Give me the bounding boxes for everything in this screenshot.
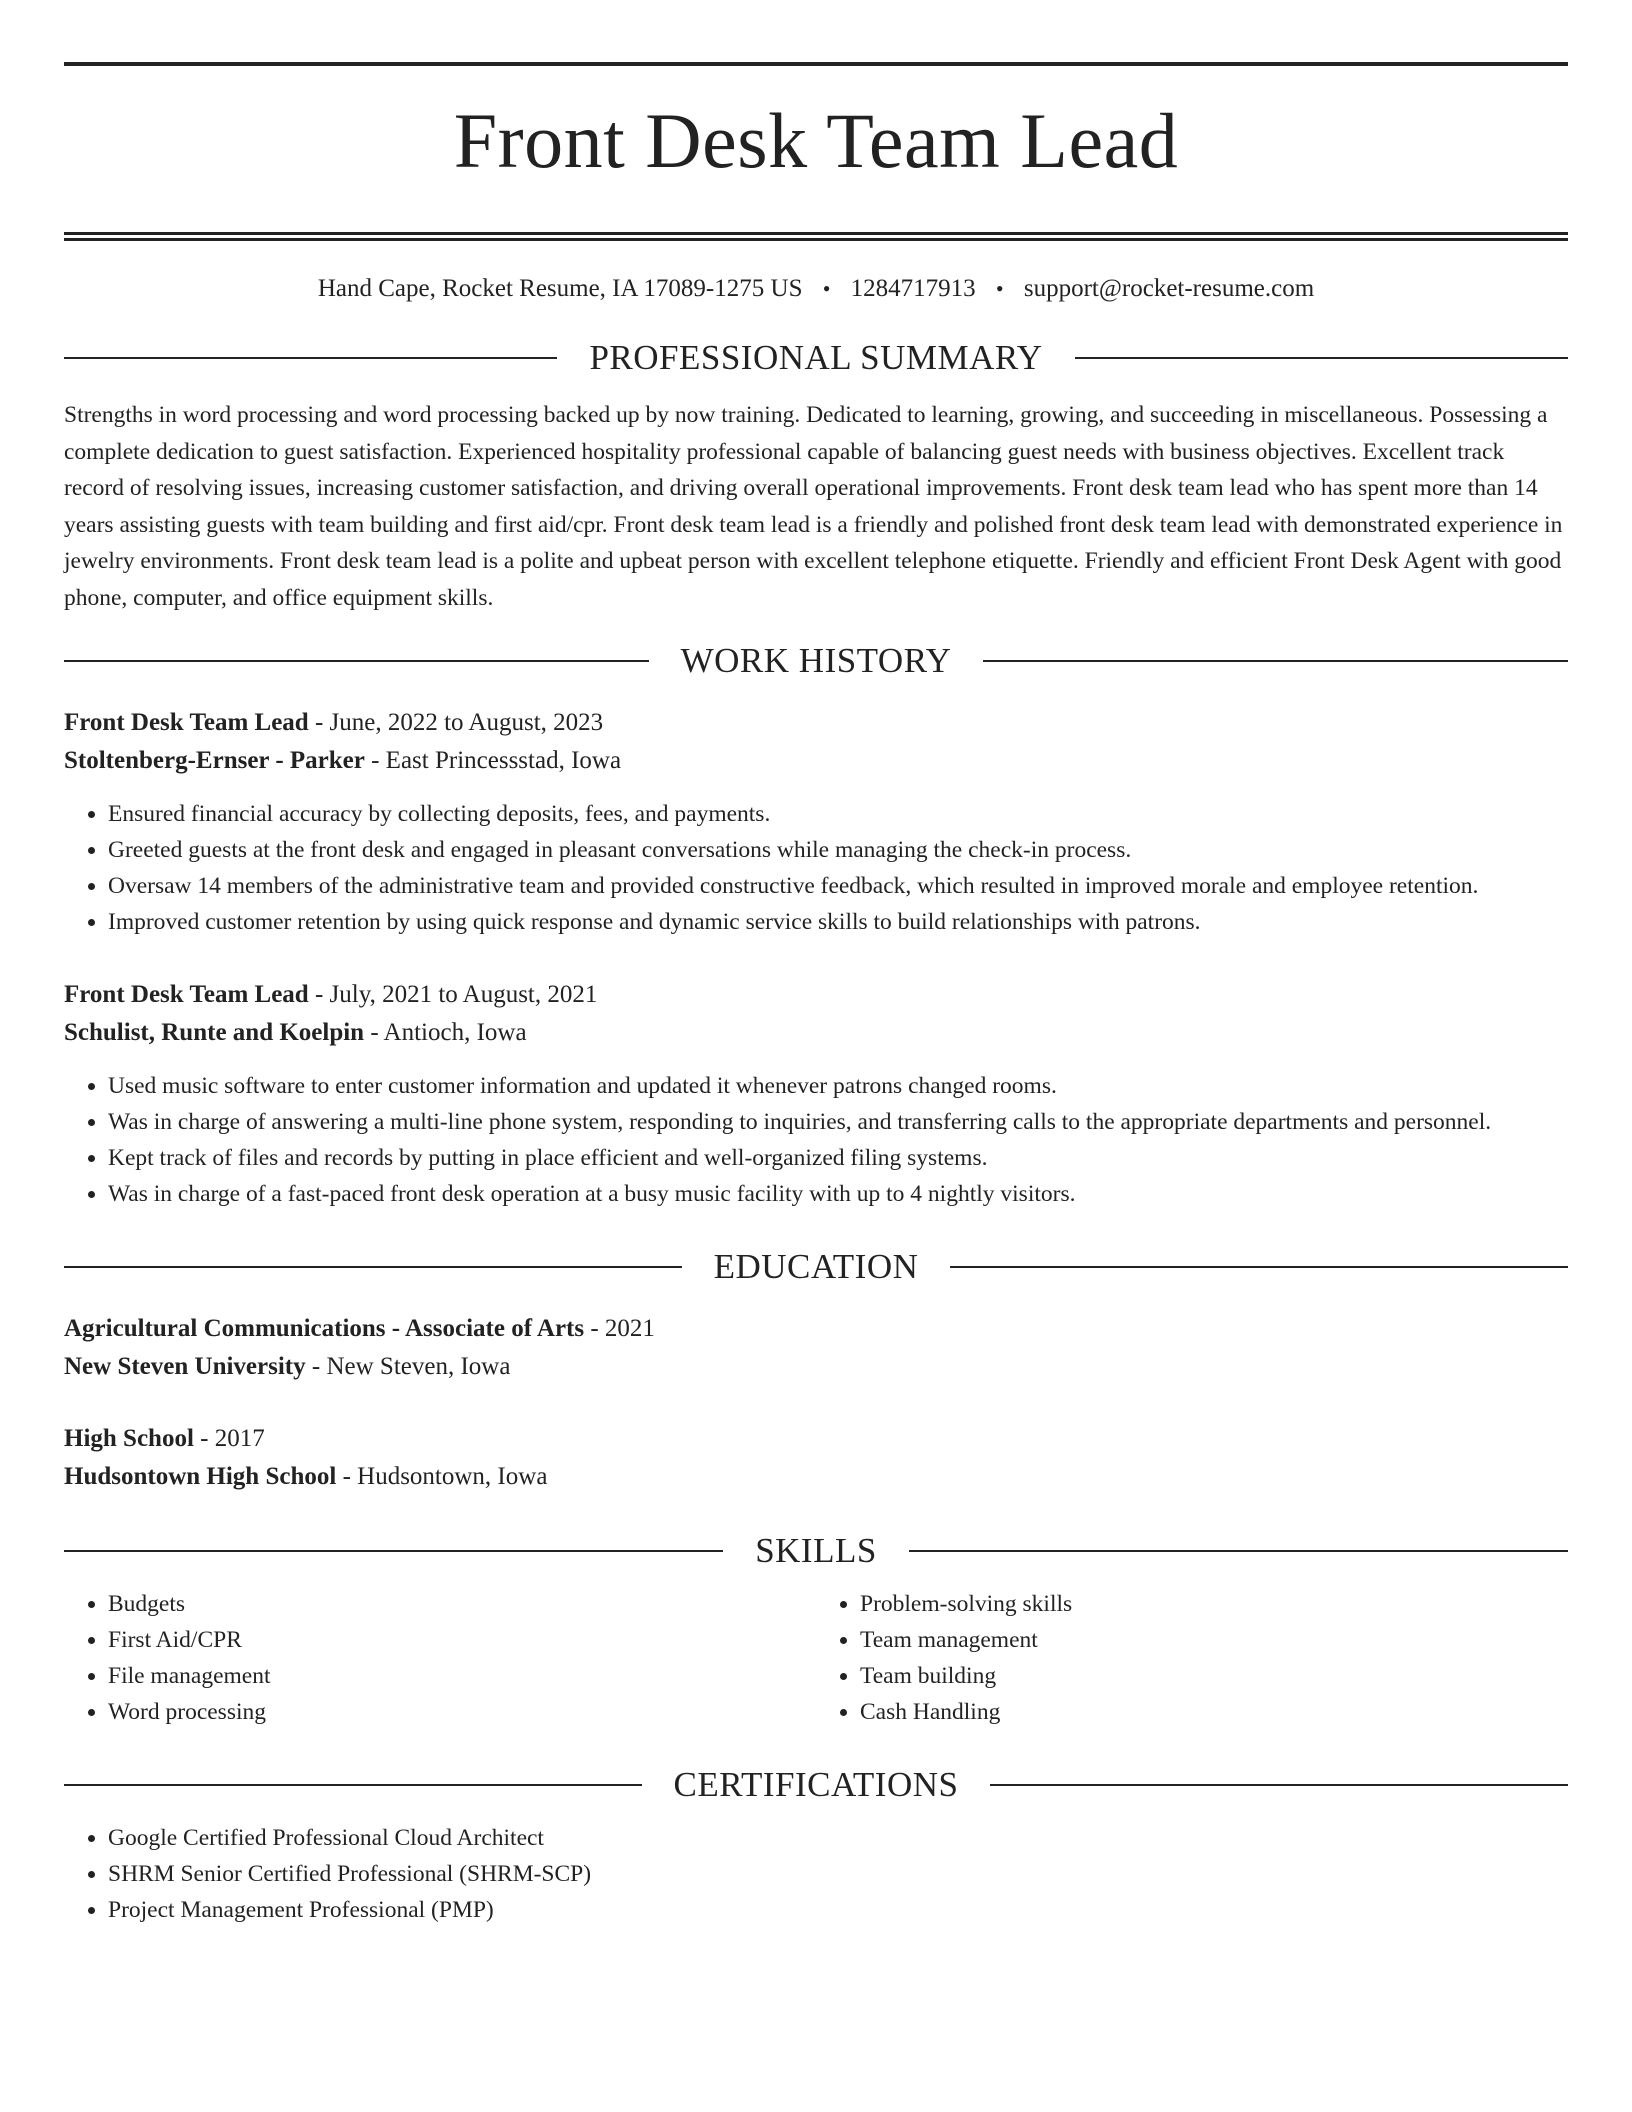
job-location: - Antioch, Iowa <box>364 1018 527 1046</box>
skill-item: • Team management <box>860 1622 1568 1658</box>
section-heading-summary <box>64 337 1568 379</box>
job-bullet: • Was in charge of answering a multi-line phone system, responding to inquiries, and transferring calls to the appropriate departments and personnel. <box>108 1104 1568 1140</box>
contact-line <box>64 275 1568 303</box>
heading-rule-right <box>983 660 1568 662</box>
job-dates: - July, 2021 to August, 2021 <box>308 980 598 1008</box>
job-title-line <box>64 704 1568 742</box>
certification-item: • SHRM Senior Certified Professional (SHRM-SCP) <box>108 1856 1568 1892</box>
title-double-rule <box>64 232 1568 241</box>
degree: High School <box>64 1424 194 1452</box>
job-bullet: • Kept track of files and records by putting in place efficient and well-organized filing systems. <box>108 1140 1568 1176</box>
heading-rule-right <box>909 1550 1568 1552</box>
certification-item: • Project Management Professional (PMP) <box>108 1892 1568 1928</box>
job-bullets <box>64 1068 1568 1212</box>
school-location: - New Steven, Iowa <box>305 1352 511 1380</box>
job-bullet: • Used music software to enter customer information and updated it whenever patrons changed rooms. <box>108 1068 1568 1104</box>
heading-rule-left <box>64 357 557 359</box>
skill-item: • Word processing <box>108 1694 816 1730</box>
degree: Agricultural Communications - Associate of Arts <box>64 1314 585 1342</box>
certifications-list <box>64 1820 1568 1928</box>
job-bullets <box>64 796 1568 940</box>
skill-item: • First Aid/CPR <box>108 1622 816 1658</box>
heading-rule-left <box>64 660 649 662</box>
school-line <box>64 1348 1568 1386</box>
school-line <box>64 1458 1568 1496</box>
job-company-line <box>64 1014 1568 1052</box>
job-title: Front Desk Team Lead <box>64 708 309 736</box>
section-heading-education <box>64 1246 1568 1288</box>
section-heading-work <box>64 640 1568 682</box>
contact-address: Hand Cape, Rocket Resume, IA 17089-1275 US <box>317 275 803 303</box>
degree-line <box>64 1310 1568 1348</box>
section-heading-skills <box>64 1530 1568 1572</box>
section-title: WORK HISTORY <box>680 640 952 680</box>
skill-item: • Cash Handling <box>860 1694 1568 1730</box>
school-location: - Hudsontown, Iowa <box>336 1462 548 1490</box>
heading-rule-right <box>1075 357 1568 359</box>
top-rule <box>64 62 1568 66</box>
contact-separator: • <box>822 276 831 302</box>
contact-email: support@rocket-resume.com <box>1023 275 1315 303</box>
certification-item: • Google Certified Professional Cloud Architect <box>108 1820 1568 1856</box>
resume-page <box>64 62 1568 1928</box>
job-company-line <box>64 742 1568 780</box>
school: New Steven University <box>64 1352 306 1380</box>
skill-item: • File management <box>108 1658 816 1694</box>
section-title: EDUCATION <box>713 1246 919 1286</box>
heading-rule-left <box>64 1550 723 1552</box>
skill-item: • Problem-solving skills <box>860 1586 1568 1622</box>
skill-item: • Budgets <box>108 1586 816 1622</box>
section-title: PROFESSIONAL SUMMARY <box>589 338 1043 378</box>
resume-title: Front Desk Team Lead <box>453 97 1179 184</box>
job-title: Front Desk Team Lead <box>64 980 309 1008</box>
education-entry <box>64 1420 1568 1496</box>
contact-phone: 1284717913 <box>850 275 976 303</box>
heading-rule-right <box>990 1784 1568 1786</box>
contact-separator: • <box>995 276 1004 302</box>
job-company: Stoltenberg-Ernser - Parker <box>64 746 365 774</box>
heading-rule-right <box>950 1266 1568 1268</box>
job-bullet: • Was in charge of a fast-paced front desk operation at a busy music facility with up to 4 nightly visitors. <box>108 1176 1568 1212</box>
section-title: SKILLS <box>755 1530 877 1570</box>
job-entry <box>64 704 1568 940</box>
job-bullet: • Improved customer retention by using quick response and dynamic service skills to build relationships with patrons. <box>108 904 1568 940</box>
summary-text: Strengths in word processing and word processing backed up by now training. Dedicated to learning, growing, and succeeding in miscellaneous. Possessing a complete dedication to guest satisfaction. Experienced hospitality professional capable of balancing guest needs with business objectives. Excellent track record of resolving issues, increasing customer satisfaction, and driving overall operational improvements. Front desk team lead who has spent more than 14 years assisting guests with team building and first aid/cpr. Front desk team lead is a friendly and polished front desk team lead with demonstrated experience in jewelry environments. Front desk team lead is a polite and upbeat person with excellent telephone etiquette. Friendly and efficient Front Desk Agent with good phone, computer, and office equipment skills. <box>64 402 1563 611</box>
degree-line <box>64 1420 1568 1458</box>
job-company: Schulist, Runte and Koelpin <box>64 1018 365 1046</box>
skills-columns <box>64 1586 1568 1730</box>
section-heading-certifications <box>64 1764 1568 1806</box>
job-location: - East Princessstad, Iowa <box>364 746 622 774</box>
job-bullet: • Ensured financial accuracy by collecting deposits, fees, and payments. <box>108 796 1568 832</box>
heading-rule-left <box>64 1266 682 1268</box>
section-title: CERTIFICATIONS <box>673 1764 959 1804</box>
school: Hudsontown High School <box>64 1462 337 1490</box>
degree-year: - 2021 <box>584 1314 655 1342</box>
job-entry <box>64 976 1568 1212</box>
skills-list-right <box>816 1586 1568 1730</box>
skill-item: • Team building <box>860 1658 1568 1694</box>
education-entry <box>64 1310 1568 1386</box>
skills-list-left <box>64 1586 816 1730</box>
degree-year: - 2017 <box>193 1424 265 1452</box>
job-bullet: • Oversaw 14 members of the administrative team and provided constructive feedback, which resulted in improved morale and employee retention. <box>108 868 1568 904</box>
heading-rule-left <box>64 1784 642 1786</box>
job-bullet: • Greeted guests at the front desk and engaged in pleasant conversations while managing the check-in process. <box>108 832 1568 868</box>
job-dates: - June, 2022 to August, 2023 <box>308 708 604 736</box>
job-title-line <box>64 976 1568 1014</box>
